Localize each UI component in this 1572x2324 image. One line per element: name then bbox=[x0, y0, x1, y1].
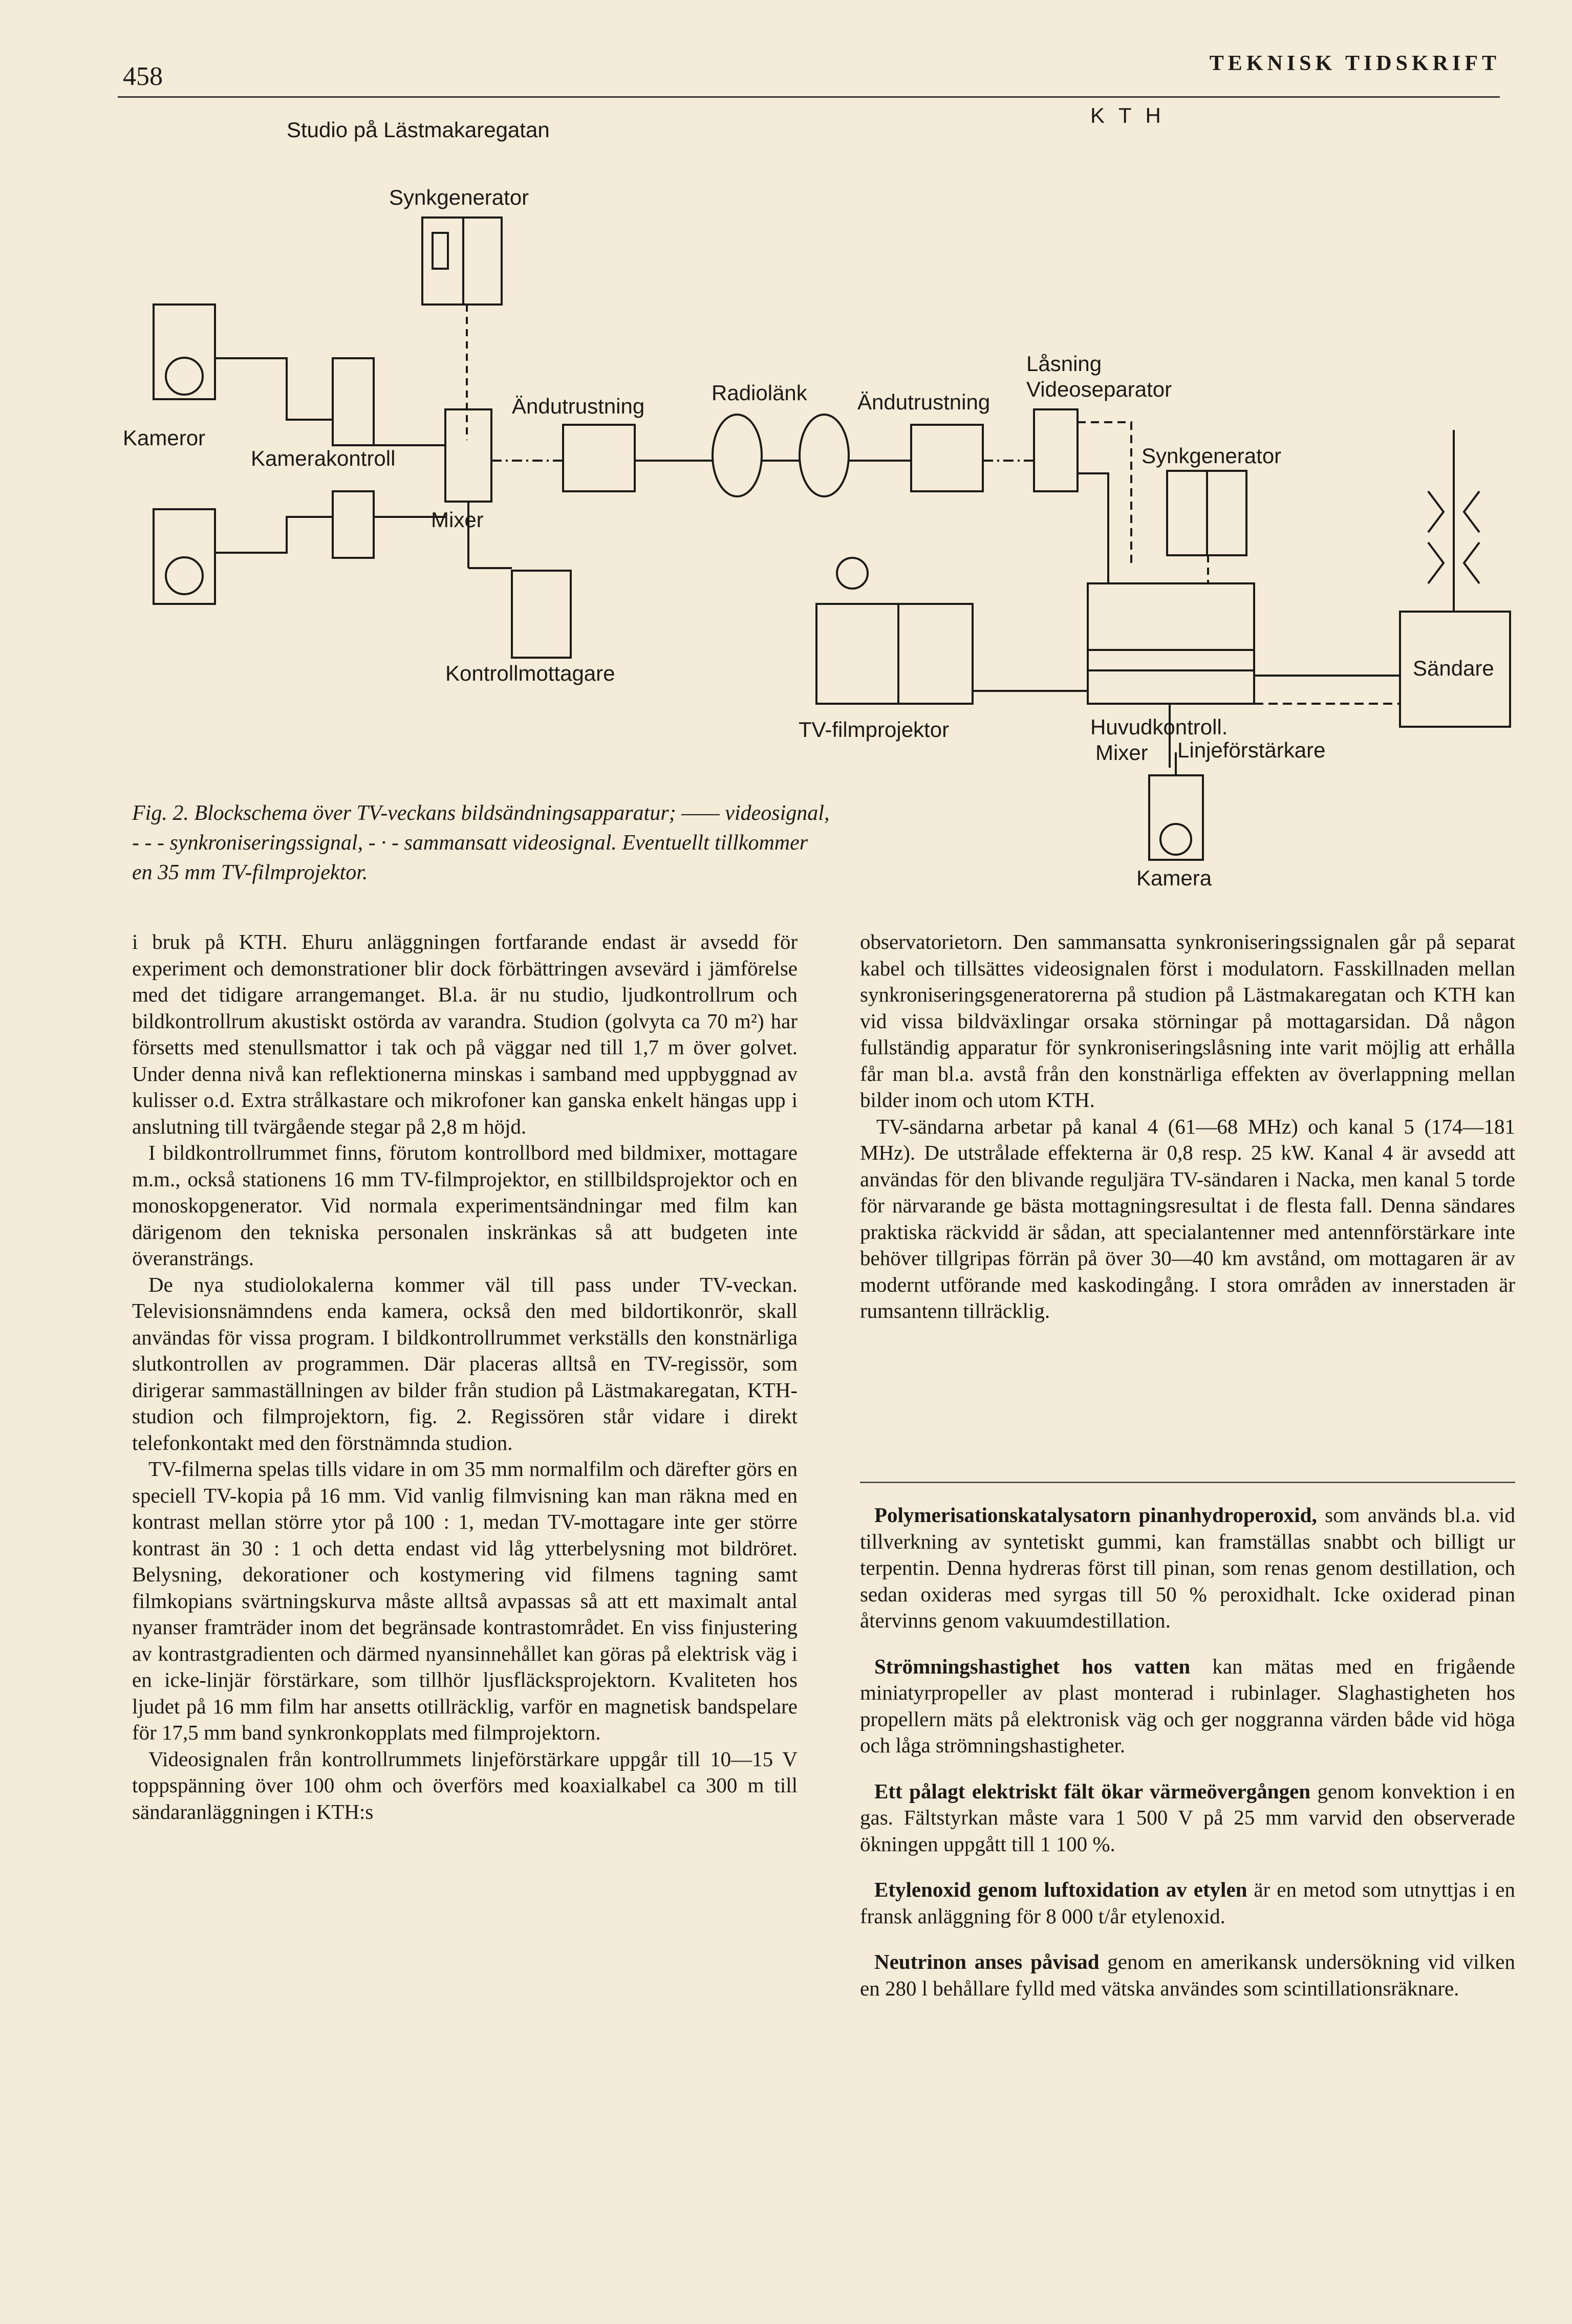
news-item bbox=[860, 1654, 1515, 1759]
news-title: Strömningshastighet hos vatten bbox=[874, 1654, 1191, 1678]
page-number: 458 bbox=[123, 62, 163, 91]
news-item bbox=[860, 1949, 1515, 2002]
studio-sync-generator-box bbox=[422, 218, 502, 305]
radio-link-dish-2 bbox=[800, 415, 849, 496]
transmit-equipment-label: Ändutrustning bbox=[512, 394, 645, 418]
camera-control-2-box bbox=[333, 491, 374, 558]
paragraph: TV-sändarna arbetar på kanal 4 (61—68 MHz) och kanal 5 (174—181 MHz). De utstrålade effekterna är 0,8 resp. 25 kW. Kanal 4 är avsedd att användas för den blivande reguljära TV-sändaren i Nacka, men kanal 5 torde för närvarande ge bästa mottagningsresultat i de flesta fall. Denna sändares praktiska räckvidd är sådan, att specialantenner med antennförstärkare inte behöver tillgripas förrän på över 30—40 km avstånd, om mottagaren är av modernt utförande med kaskodingång. I stora områden av innerstaden är rumsantenn tillräcklig. bbox=[860, 1114, 1515, 1322]
news-title: Neutrinon anses påvisad bbox=[874, 1950, 1100, 1973]
journal-title: TEKNISK TIDSKRIFT bbox=[1209, 52, 1500, 75]
video-separator-label: Videoseparator bbox=[1026, 377, 1172, 401]
control-receiver-box bbox=[512, 571, 571, 658]
paragraph: TV-filmerna spelas tills vidare in om 35 mm normalfilm och därefter görs en speciell TV-kopia på 16 mm. Vid vanlig filmvisning kan man räkna med en kontrast mellan större ytor på 100 : 1, medan TV-mottagare inte ger större kontrast än 30 : 1 och detta endast vid låg ytterbelysning mot bildröret. Belysning, dekorationer och kostymering vid filmens tagning samt filmkopians svärtningskurva måste alltså avpassas så att ett maximalt antal nyanser framträder inom det begränsade kontrastområdet. En viss finjustering av kontrastgradienten och därmed nyansinnehållet kan göras på elektrisk väg i en icke-linjär förstärkare, som tillhör ljusfläcksprojektorn. Kvaliteten hos ljudet på 16 mm film har ansetts otillräcklig, varför en magnetisk bandspelare för 17,5 mm band synkronkopplats med filmprojektorn. bbox=[132, 1457, 798, 1744]
camera-control-1-box bbox=[333, 358, 374, 445]
main-control-label: Huvudkontroll. bbox=[1090, 715, 1228, 739]
studio-mixer-box bbox=[445, 409, 491, 502]
news-title: Polymerisationskatalysatorn pinanhydroperoxid, bbox=[874, 1503, 1317, 1527]
line-amplifier-label: Linjeförstärkare bbox=[1177, 738, 1326, 762]
video-separator-box bbox=[1034, 409, 1078, 491]
news-item bbox=[860, 1877, 1515, 1929]
studio-sync-generator-label: Synkgenerator bbox=[389, 185, 529, 209]
mixer-label: Mixer bbox=[431, 508, 484, 532]
paragraph: Videosignalen från kontrollrummets linjeförstärkare uppgår till 10—15 V toppspänning över 100 ohm och överförs med koaxialkabel ca 300 m till sändaranläggningen i KTH:s bbox=[132, 1747, 798, 1823]
caption-line-1: Fig. 2. Blockschema över TV-veckans bildsändningsapparatur; —— videosignal, bbox=[132, 801, 830, 825]
receive-equipment-label: Ändutrustning bbox=[857, 390, 990, 414]
news-text: är en metod som utnyttjas i en fransk anläggning för 8 000 t/år etylenoxid. bbox=[860, 1878, 1515, 1928]
kth-sync-generator-label: Synkgenerator bbox=[1142, 444, 1282, 468]
paragraph: I bildkontrollrummet finns, förutom kontrollbord med bildmixer, mottagare m.m., också stationens 16 mm TV-filmprojektor, en stillbildsprojektor och en monoskopgenerator. Vid normala experimentsändningar med film kan därigenom den tekniska personalen inskränkas så att budgeten inte överansträngs. bbox=[132, 1141, 798, 1270]
main-control-box bbox=[1088, 583, 1254, 704]
news-title: Etylenoxid genom luftoxidation av etylen bbox=[874, 1878, 1247, 1901]
camera-1-box bbox=[154, 305, 215, 399]
receive-equipment-box bbox=[911, 425, 983, 491]
news-text: genom en amerikansk undersökning vid vilken en 280 l behållare fylld med vätska användes som scintillationsräknare. bbox=[860, 1950, 1515, 2000]
paragraph: i bruk på KTH. Ehuru anläggningen fortfarande endast är avsedd för experiment och demonstrationer blir dock förbättringen avsevärd i jämförelse med det tidigare arrangemanget. Bl.a. är nu studio, ljudkontrollrum och bildkontrollrum akustiskt ostörda av varandra. Studion (golvyta ca 70 m²) har försetts med stenullsmattor i tak och på väggar ned till 1,7 m över golvet. Under denna nivå kan reflektionerna minskas i samband med uppbyggnad av kulisser o.d. Extra strålkastare och mikrofoner kan ganska enkelt hängas upp i anslutning till tvärgående stegar på 2,8 m höjd. bbox=[132, 930, 798, 1138]
radio-link-label: Radiolänk bbox=[712, 381, 807, 405]
kth-camera-box bbox=[1149, 775, 1203, 860]
kth-label: K T H bbox=[1090, 103, 1165, 127]
transmit-equipment-box bbox=[563, 425, 635, 491]
film-projector-label: TV-filmprojektor bbox=[799, 718, 950, 742]
radio-link-dish-1 bbox=[713, 415, 762, 496]
paragraph: observatorietorn. Den sammansatta synkroniseringssignalen går på separat kabel och tillsättes videosignalen först i modulatorn. Fasskillnaden mellan synkroniseringsgeneratorerna på studion på Lästmakaregatan och KTH kan vid vissa bildväxlingar orsaka störningar på mottagarsidan. Då någon fullständig apparatur för synkroniseringslåsning inte varit möjlig att erhålla får man bl.a. avstå från den konstnärliga effekten av överlappning mellan bilder inom och utom KTH. bbox=[860, 930, 1515, 1112]
right-column bbox=[860, 929, 1515, 1324]
news-text: kan mätas med en frigående miniatyrpropeller av plast monterad i rubinlager. Slaghastigheten hos propellern mäts på elektronisk väg och ger noggranna värden både vid höga och låga strömningshastigheter. bbox=[860, 1654, 1515, 1757]
main-control-mixer-label: Mixer bbox=[1095, 741, 1148, 765]
caption-line-3: en 35 mm TV-filmprojektor. bbox=[132, 861, 368, 884]
news-column bbox=[860, 1502, 1515, 2021]
film-projector-box bbox=[816, 604, 898, 704]
paragraph: De nya studiolokalerna kommer väl till pass under TV-veckan. Televisionsnämndens enda kamera, också den med bildortikonrör, skall användas för vissa program. I bildkontrollrummet verkställs den konstnärliga slutkontrollen av programmen. Där placeras alltså en TV-regissör, som dirigerar sammaställningen av bilder från studion på Lästmakaregatan, KTH-studion och filmprojektorn, fig. 2. Regissören står vidare i direkt telefonkontakt med den förstnämnda studion. bbox=[132, 1272, 798, 1454]
locking-label: Låsning bbox=[1026, 352, 1102, 376]
caption-line-2: - - - synkroniseringssignal, - · - sammansatt videosignal. Eventuellt tillkommer bbox=[132, 831, 808, 855]
news-title: Ett pålagt elektriskt fält ökar värmeövergången bbox=[874, 1779, 1311, 1803]
control-receiver-label: Kontrollmottagare bbox=[445, 661, 615, 685]
news-text: som används bl.a. vid tillverkning av syntetiskt gummi, kan framställas snabbt och billigt ur terpentin. Denna hydreras först till pinan, som renas genom destillation, och sedan oxideras med syrgas till 50 % peroxidhalt. Icke oxiderad pinan återvinns genom vakuumdestillation. bbox=[860, 1503, 1515, 1632]
news-item bbox=[860, 1778, 1515, 1858]
cameras-label: Kameror bbox=[123, 426, 206, 450]
transmitter-label: Sändare bbox=[1413, 656, 1494, 680]
figure-caption bbox=[132, 798, 1023, 887]
column-divider bbox=[860, 1482, 1515, 1483]
news-text: genom konvektion i en gas. Fältstyrkan måste vara 1 500 V på 25 mm varvid den observerade ökningen uppgått till 1 100 %. bbox=[860, 1779, 1515, 1856]
news-item bbox=[860, 1502, 1515, 1634]
left-column bbox=[132, 929, 798, 1825]
studio-label: Studio på Lästmakaregatan bbox=[287, 118, 550, 142]
kth-camera-label: Kamera bbox=[1136, 866, 1212, 890]
camera-control-label: Kamerakontroll bbox=[251, 446, 396, 470]
